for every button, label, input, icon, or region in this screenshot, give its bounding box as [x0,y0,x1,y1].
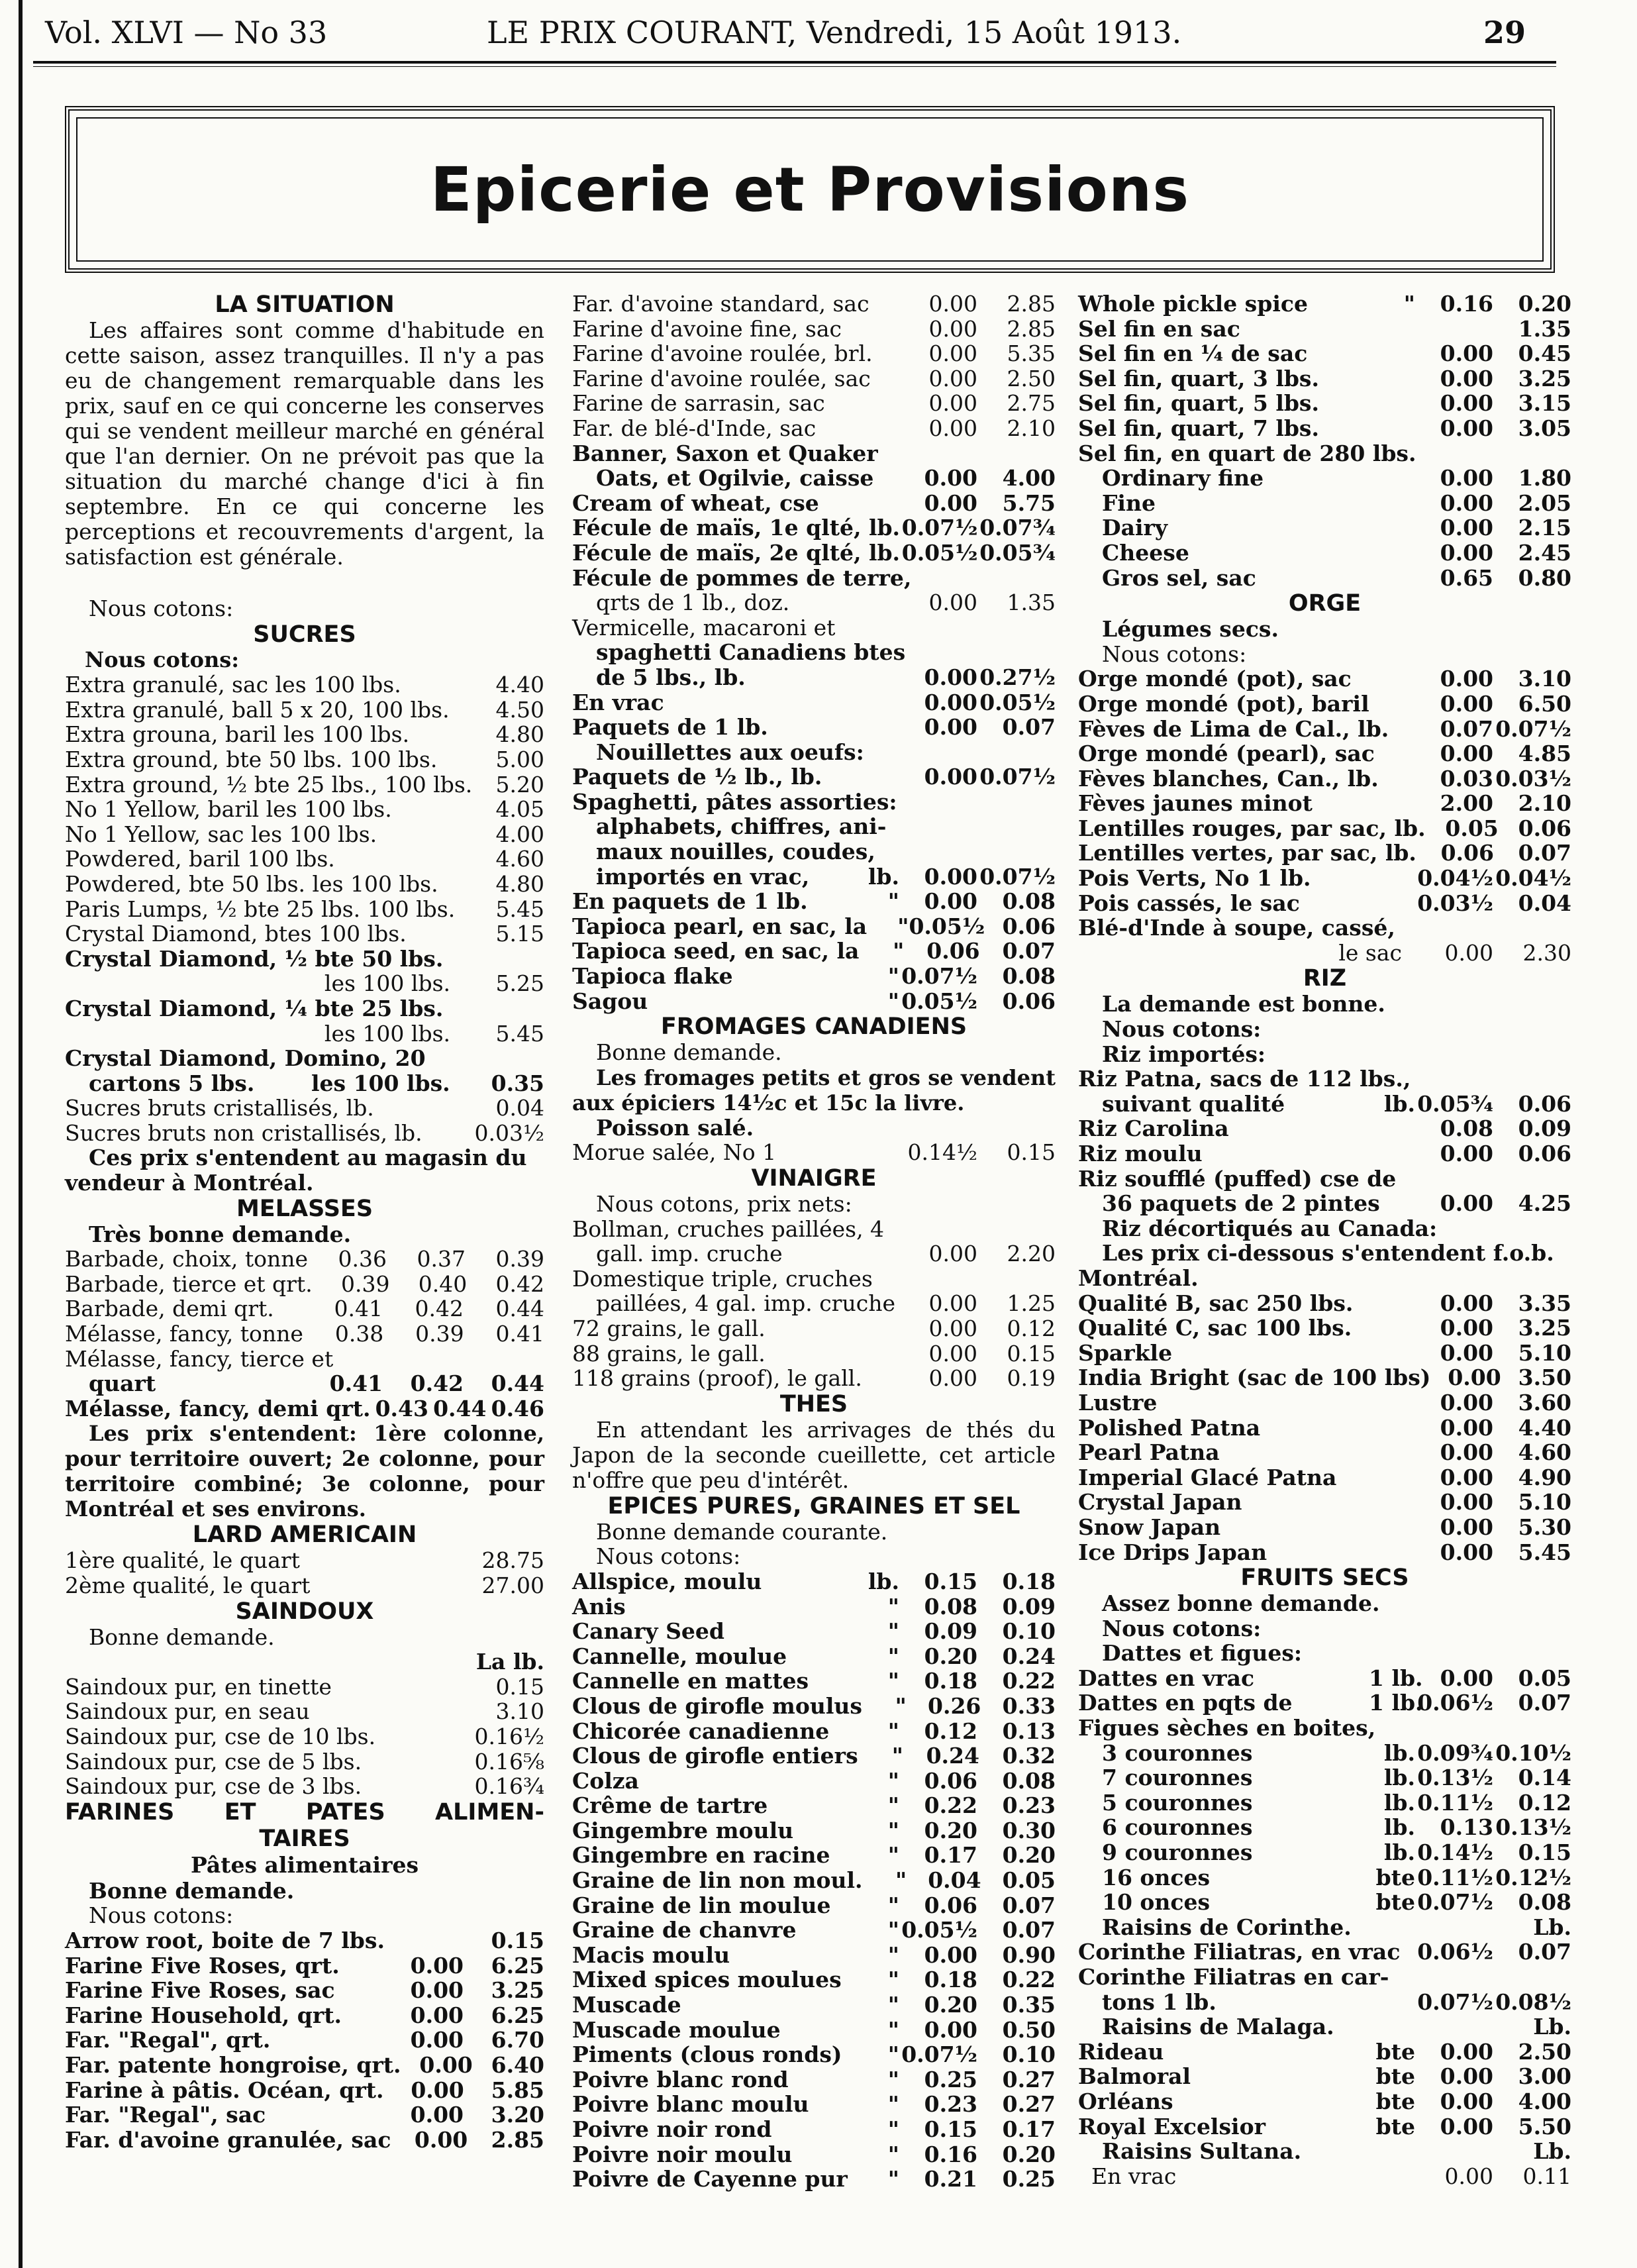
price-row: Banner, Saxon et Quaker [572,440,878,466]
price-row: Saindoux pur, cse de 5 lbs. 0.16⅝ [65,1748,544,1775]
price-row: Mélasse, fancy, tierce et [65,1345,334,1372]
price-row: Sel fin en ¼ de sac 0.00 0.45 [1078,340,1571,367]
epices-sub: Bonne demande courante. [596,1518,888,1545]
price-row: Powdered, bte 50 lbs. les 100 lbs. 4.80 [65,870,544,897]
riz-note: Montréal. [1078,1264,1199,1291]
price-row: Paquets de ½ lb., lb. 0.00 0.07½ [572,764,1056,790]
riz-heading: RIZ [1303,965,1347,992]
price-row: Farine d'avoine roulée, brl. 0.00 5.35 [572,340,1056,367]
tapioca-list [572,889,1056,1013]
price-row: 118 grains (proof), le gall. 0.00 0.19 [572,1365,1056,1392]
sucres-note: Ces prix s'entendent au magasin du [89,1145,527,1171]
price-row: suivant qualité lb. 0.05¾ 0.06 [1102,1090,1571,1117]
price-row: 88 grains, le gall. 0.00 0.15 [572,1340,1056,1366]
price-row: Extra ground, bte 50 lbs. 100 lbs. 5.00 [65,746,544,772]
price-row: Mixed spices moulues " 0.18 0.22 [572,1967,1056,1993]
price-row: Mélasse, fancy, tonne 0.38 0.39 0.41 [65,1321,544,1347]
price-row: Barbade, tierce et qrt. 0.39 0.40 0.42 [65,1270,544,1297]
price-row: Crystal Diamond, ¼ bte 25 lbs. [65,995,444,1021]
price-row: 9 couronnes lb. 0.14½ 0.15 [1102,1839,1571,1866]
price-row: Barbade, demi qrt. 0.41 0.42 0.44 [65,1296,544,1322]
price-row: Powdered, baril 100 lbs. 4.60 [65,846,544,872]
figues-sub: Figues sèches en boites, [1078,1715,1376,1741]
sultana-sub: Raisins Sultana. Lb. [1102,2138,1571,2165]
price-row: Graine de lin moulue " 0.06 0.07 [572,1892,1056,1918]
price-row: Riz Patna, sacs de 112 lbs., [1078,1066,1411,1092]
price-row: Gingembre moulu " 0.20 0.30 [572,1817,1056,1843]
price-row: Cannelle en mattes " 0.18 0.22 [572,1668,1056,1694]
price-row: 1ère qualité, le quart 28.75 [65,1547,544,1574]
price-row: Pois Verts, No 1 lb. 0.04½ 0.04½ [1078,865,1571,892]
saindoux-unit: La lb. [475,1649,544,1675]
price-row: de 5 lbs., lb. 0.00 0.27½ [596,664,1056,690]
price-row: Sel fin, quart, 3 lbs. 0.00 3.25 [1078,365,1571,391]
page-number: 29 [1483,15,1526,50]
price-row: Fécule de maïs, 1e qlté, lb. 0.07½ 0.07¾ [572,515,1056,541]
price-row: 6 couronnes lb. 0.13 0.13½ [1102,1814,1571,1841]
price-row: qrts de 1 lb., doz. 0.00 1.35 [596,590,1056,616]
price-row: le sac 0.00 2.30 [1338,939,1571,966]
masthead-rule [33,61,1556,64]
section-title-box [65,106,1555,273]
thes-note: En attendant les arrivages de thés du Japon de la seconde cueillette, cet article n'offre que peu d'intérêt. [572,1416,1056,1493]
price-row: Far. "Regal", sac 0.00 3.20 [65,2102,544,2128]
price-row: Snow Japan 0.00 5.30 [1078,1514,1571,1540]
price-row: Poivre noir rond " 0.15 0.17 [572,2116,1056,2142]
pates-list [65,1928,544,2152]
price-row: les 100 lbs. 5.25 [324,970,544,997]
epices-list [572,1569,1056,2192]
sucres-sub: Nous cotons: [85,646,240,672]
price-row: Extra grouna, baril les 100 lbs. 4.80 [65,721,544,748]
fromages-heading: FROMAGES CANADIENS [660,1013,967,1041]
price-row: Lentilles rouges, par sac, lb. 0.05 0.06 [1078,815,1571,841]
price-row: Far. "Regal", qrt. 0.00 6.70 [65,2027,544,2053]
lard-heading: LARD AMERICAIN [192,1521,417,1549]
situation-text: Les affaires sont comme d'habitude en cette saison, assez tranquilles. Il n'y a pas eu de changement remarquable dans les prix, sauf en ce qui concerne les conserves qui se vendent meilleur marché en général que l'an dernier. On ne prévoit pas que la situation du marché change d'ici à fin septembre. En ce qui concerne les perceptions et recouvrements d'argent, la satisfaction est générale. [65,317,544,570]
price-row: Colza " 0.06 0.08 [572,1767,1056,1794]
vinaigre-sub: Nous cotons, prix nets: [596,1191,852,1217]
riz-decortiques: Riz décortiqués au Canada: [1102,1215,1438,1241]
price-row: Orge mondé (pot), baril 0.00 6.50 [1078,690,1571,717]
price-row: Paris Lumps, ½ bte 25 lbs. 100 lbs. 5.45 [65,896,544,922]
saindoux-sub: Bonne demande. [89,1624,275,1650]
price-row: Royal Excelsior bte 0.00 5.50 [1078,2113,1571,2139]
price-row: Muscade " 0.20 0.35 [572,1992,1056,2018]
price-row: Crême de tartre " 0.22 0.23 [572,1792,1056,1819]
price-row: Barbade, choix, tonne 0.36 0.37 0.39 [65,1246,544,1272]
price-row: Tapioca flake " 0.07½ 0.08 [572,963,1056,990]
price-row: 36 paquets de 2 pintes 0.00 4.25 [1102,1190,1571,1217]
price-row: Graine de chanvre " 0.05½ 0.07 [572,1917,1056,1943]
legumes-sub: Légumes secs. [1102,616,1279,643]
pates-bd: Bonne demande. [89,1877,295,1904]
price-row: Tapioca seed, en sac, la " 0.06 0.07 [572,938,1056,964]
corinthe-sub: Raisins de Corinthe. Lb. [1102,1914,1571,1940]
price-row: En vrac 0.00 0.11 [1091,2163,1571,2189]
page-title: Epicerie et Provisions [430,154,1190,225]
price-row: Far. de blé-d'Inde, sac 0.00 2.10 [572,415,1056,441]
melasses-sub: Très bonne demande. [89,1221,352,1247]
price-row: Saindoux pur, cse de 3 lbs. 0.16¾ [65,1773,544,1800]
riz-sub: La demande est bonne. [1102,991,1385,1017]
price-row: No 1 Yellow, sac les 100 lbs. 4.00 [65,821,544,847]
price-row: Poivre blanc rond " 0.25 0.27 [572,2066,1056,2092]
price-row: Corinthe Filiatras, en vrac 0.06½ 0.07 [1078,1939,1571,1965]
nouillettes-sub: Nouillettes aux oeufs: [596,739,864,765]
price-row: Whole pickle spice " 0.16 0.20 [1078,291,1571,317]
sucres-list [65,672,544,947]
grains-list [572,1316,1056,1391]
price-row: Crystal Diamond, Domino, 20 [65,1045,426,1072]
price-row: Qualité C, sac 100 lbs. 0.00 3.25 [1078,1315,1571,1341]
price-row: Crystal Diamond, ½ bte 50 lbs. [65,945,444,972]
price-row: Sel fin, quart, 5 lbs. 0.00 3.15 [1078,390,1571,417]
sucres-list-2 [65,1096,544,1145]
sel-list [1078,291,1571,441]
price-row: Extra granulé, ball 5 x 20, 100 lbs. 4.50 [65,696,544,723]
price-row: Rideau bte 0.00 2.50 [1078,2038,1571,2065]
price-row: alphabets, chiffres, ani- [596,813,887,840]
price-row: tons 1 lb. 0.07½ 0.08½ [1102,1988,1571,2015]
price-row: Clous de girofle entiers " 0.24 0.32 [572,1743,1056,1769]
price-row: Ice Drips Japan 0.00 5.45 [1078,1539,1571,1565]
price-row: Gros sel, sac 0.65 0.80 [1102,564,1571,591]
price-row: En vrac 0.00 0.05½ [572,689,1056,715]
farines-heading-2: TAIRES [259,1825,350,1852]
riz-note: Les prix ci-dessous s'entendent f.o.b. [1102,1240,1554,1266]
poisson-sub: Poisson salé. [596,1114,754,1141]
price-row: Sparkle 0.00 5.10 [1078,1339,1571,1366]
price-row: Clous de girofle moulus " 0.26 0.33 [572,1692,1056,1719]
price-row: Poivre blanc moulu " 0.23 0.27 [572,2091,1056,2118]
price-row: Paquets de 1 lb. 0.00 0.07 [572,714,1056,741]
price-row: Domestique triple, cruches [572,1265,873,1292]
figues-list [1078,1741,1571,1915]
price-row: Sagou " 0.05½ 0.06 [572,988,1056,1014]
price-row: Farine à pâtis. Océan, qrt. 0.00 5.85 [65,2077,544,2103]
price-row: 3 couronnes lb. 0.09¾ 0.10½ [1102,1739,1571,1766]
epices-nous: Nous cotons: [596,1543,741,1570]
price-row: Qualité B, sac 250 lbs. 0.00 3.35 [1078,1290,1571,1316]
sucres-note: vendeur à Montréal. [65,1170,314,1196]
price-row: Graine de lin non moul. " 0.04 0.05 [572,1867,1056,1894]
price-row: Pearl Patna 0.00 4.60 [1078,1439,1571,1466]
price-row: Far. patente hongroise, qrt. 0.00 6.40 [65,2051,544,2078]
price-row: 7 couronnes lb. 0.13½ 0.14 [1102,1765,1571,1791]
price-row: Sucres bruts cristallisés, lb. 0.04 [65,1095,544,1121]
dattes-sub: Dattes et figues: [1102,1640,1303,1667]
column-2 [572,291,1056,2192]
price-row: Fèves de Lima de Cal., lb. 0.07 0.07½ [1078,715,1571,742]
price-row: Orléans bte 0.00 4.00 [1078,2088,1571,2114]
price-row: Farine Five Roses, qrt. 0.00 6.25 [65,1952,544,1979]
price-row: Fèves jaunes minot 2.00 2.10 [1078,790,1571,817]
price-row: Arrow root, boite de 7 lbs. 0.15 [65,1927,544,1953]
price-row: Balmoral bte 0.00 3.00 [1078,2063,1571,2090]
melasses-heading: MELASSES [236,1195,373,1222]
masthead [0,15,1637,61]
farines-heading: FARINES ET PATES ALIMEN- [65,1798,544,1826]
price-row: Imperial Glacé Patna 0.00 4.90 [1078,1464,1571,1490]
price-row: Cheese 0.00 2.45 [1102,539,1571,566]
price-row: Vermicelle, macaroni et [572,614,836,641]
fromages-note: Les fromages petits et gros se vendent aux épiciers 14½c et 15c la livre. [572,1064,1056,1115]
price-row: Fécule de maïs, 2e qlté, lb. 0.05½ 0.05¾ [572,539,1056,566]
price-row: Fèves blanches, Can., lb. 0.03 0.03½ [1078,765,1571,792]
fromages-sub: Bonne demande. [596,1039,782,1066]
price-row: Saindoux pur, cse de 10 lbs. 0.16½ [65,1723,544,1749]
masthead-rule-thin [33,66,1556,67]
price-row: Sel fin en sac 1.35 [1078,315,1571,342]
column-1 [65,291,544,2152]
legumes-list [1078,666,1571,915]
nous-cotons: Nous cotons: [89,595,234,621]
price-row: Crystal Japan 0.00 5.10 [1078,1489,1571,1516]
melasses-list [65,1247,544,1346]
fruits-nous: Nous cotons: [1102,1615,1262,1641]
price-row: Cream of wheat, cse 0.00 5.75 [572,490,1056,516]
price-row: Farine de sarrasin, sac 0.00 2.75 [572,390,1056,417]
price-row: Poivre noir moulu " 0.16 0.20 [572,2141,1056,2167]
price-row: Cannelle, moulue " 0.20 0.24 [572,1643,1056,1669]
price-row: Orge mondé (pot), sac 0.00 3.10 [1078,666,1571,692]
price-row: 16 onces bte 0.11½ 0.12½ [1102,1864,1571,1890]
fruits-sub: Assez bonne demande. [1102,1590,1380,1617]
price-row: Lustre 0.00 3.60 [1078,1389,1571,1416]
legumes-nous: Nous cotons: [1102,641,1247,667]
price-row: Fécule de pommes de terre, [572,564,912,591]
price-row: Muscade moulue " 0.00 0.50 [572,2016,1056,2043]
price-row: Sel fin, en quart de 280 lbs. [1078,440,1416,466]
price-row: En paquets de 1 lb. " 0.00 0.08 [572,888,1056,915]
price-row: cartons 5 lbs. les 100 lbs. 0.35 [89,1070,544,1096]
saindoux-heading: SAINDOUX [235,1598,374,1625]
riz-nous: Nous cotons: [1102,1016,1262,1043]
price-row: Riz soufflé (puffed) cse de [1078,1165,1397,1192]
cereales-list [572,491,1056,566]
price-row: Dairy 0.00 2.15 [1102,515,1571,541]
price-row: Sel fin, quart, 7 lbs. 0.00 3.05 [1078,415,1571,441]
price-row: Oats, et Ogilvie, caisse 0.00 4.00 [596,465,1056,491]
price-row: 5 couronnes lb. 0.11½ 0.12 [1102,1789,1571,1816]
price-row: Lentilles vertes, par sac, lb. 0.06 0.07 [1078,840,1571,866]
price-row: quart 0.41 0.42 0.44 [89,1370,544,1397]
farines-list [572,291,1056,441]
price-row: Far. d'avoine granulée, sac 0.00 2.85 [65,2126,544,2153]
saindoux-list [65,1675,544,1799]
riz-list-1 [1078,1116,1571,1166]
fruits-heading: FRUITS SECS [1240,1565,1409,1592]
lard-list [65,1548,544,1598]
price-row: Tapioca pearl, en sac, la " 0.05½ 0.06 [572,913,1056,939]
price-row: maux nouilles, coudes, [596,839,875,865]
price-row: Crystal Diamond, btes 100 lbs. 5.15 [65,921,544,947]
price-row: Pois cassés, le sac 0.03½ 0.04 [1078,890,1571,916]
price-row: Dattes en vrac 1 lb. 0.00 0.05 [1078,1665,1571,1691]
price-row: No 1 Yellow, baril les 100 lbs. 4.05 [65,796,544,823]
sucres-heading: SUCRES [253,621,356,648]
price-row: les 100 lbs. 5.45 [324,1020,544,1047]
price-row: Saindoux pur, en tinette 0.15 [65,1673,544,1700]
price-row: Polished Patna 0.00 4.40 [1078,1414,1571,1441]
price-row: 72 grains, le gall. 0.00 0.12 [572,1315,1056,1341]
price-row: Spaghetti, pâtes assorties: [572,788,897,815]
price-row: Farine Household, qrt. 0.00 6.25 [65,2002,544,2028]
price-row: Farine d'avoine roulée, sac 0.00 2.50 [572,365,1056,391]
price-row: Anis " 0.08 0.09 [572,1593,1056,1620]
price-row: Dattes en pqts de 1 lb. 0.06½ 0.07 [1078,1690,1571,1716]
price-row: Extra ground, ½ bte 25 lbs., 100 lbs. 5.20 [65,771,544,798]
price-row: Ordinary fine 0.00 1.80 [1102,465,1571,491]
journal-title-date: LE PRIX COURANT, Vendredi, 15 Août 1913. [487,15,1182,50]
price-row: 10 onces bte 0.07½ 0.08 [1102,1889,1571,1916]
price-row: importés en vrac, lb. 0.00 0.07½ [596,863,1056,890]
pates-sub: Pâtes alimentaires [190,1851,419,1878]
malaga-list [1078,2039,1571,2139]
pates-nous: Nous cotons: [89,1902,234,1929]
price-row: Mélasse, fancy, demi qrt. 0.43 0.44 0.46 [65,1395,544,1421]
price-row: Riz moulu 0.00 0.06 [1078,1141,1571,1166]
price-row: Gingembre en racine " 0.17 0.20 [572,1842,1056,1869]
price-row: paillées, 4 gal. imp. cruche 0.00 1.25 [596,1290,1056,1317]
malaga-sub: Raisins de Malaga. Lb. [1102,2014,1571,2040]
price-row: Saindoux pur, en seau 3.10 [65,1698,544,1725]
riz-list-2 [1078,1291,1571,1565]
price-row: Farine d'avoine fine, sac 0.00 2.85 [572,315,1056,342]
price-row: Allspice, moulu lb. 0.15 0.18 [572,1568,1056,1594]
price-row: Morue salée, No 1 0.14½ 0.15 [572,1139,1056,1166]
price-row: Canary Seed " 0.09 0.10 [572,1618,1056,1645]
thes-heading: THES [779,1390,848,1418]
price-row: Riz Carolina 0.08 0.09 [1078,1115,1571,1142]
price-row: Corinthe Filiatras en car- [1078,1964,1389,1990]
price-row: Poivre de Cayenne pur " 0.21 0.25 [572,2166,1056,2192]
price-row: Bollman, cruches paillées, 4 [572,1215,885,1242]
price-row: spaghetti Canadiens btes [596,639,906,666]
dattes-list [1078,1666,1571,1716]
column-3 [1078,291,1571,2189]
price-row: Chicorée canadienne " 0.12 0.13 [572,1718,1056,1744]
epices-heading: EPICES PURES, GRAINES ET SEL [607,1492,1020,1520]
price-row: Fine 0.00 2.05 [1102,490,1571,516]
price-row: Piments (clous ronds) " 0.07½ 0.10 [572,2041,1056,2068]
situation-heading: LA SITUATION [215,291,395,318]
price-row: Farine Five Roses, sac 0.00 3.25 [65,1977,544,2004]
price-row: Blé-d'Inde à soupe, cassé, [1078,915,1395,941]
riz-importes: Riz importés: [1102,1041,1266,1067]
page-edge-rule [19,0,23,2268]
melasses-note: Les prix s'entendent: 1ère colonne, pour territoire ouvert; 2e colonne, pour territoire combiné; 3e colonne, pour Montréal et ses environs. [65,1421,544,1522]
price-row: Far. d'avoine standard, sac 0.00 2.85 [572,291,1056,317]
price-row: Extra granulé, sac les 100 lbs. 4.40 [65,672,544,698]
price-row: Macis moulu " 0.00 0.90 [572,1941,1056,1968]
price-row: 2ème qualité, le quart 27.00 [65,1572,544,1598]
price-row: gall. imp. cruche 0.00 2.20 [596,1241,1056,1267]
sel280-list [1078,466,1571,590]
vinaigre-heading: VINAIGRE [751,1165,877,1192]
price-row: India Bright (sac de 100 lbs) 0.00 3.50 [1078,1365,1571,1391]
orge-heading: ORGE [1288,590,1362,617]
volume-number: Vol. XLVI — No 33 [45,15,328,50]
price-row: Orge mondé (pearl), sac 0.00 4.85 [1078,741,1571,767]
price-row: Sucres bruts non cristallisés, lb. 0.03½ [65,1119,544,1146]
